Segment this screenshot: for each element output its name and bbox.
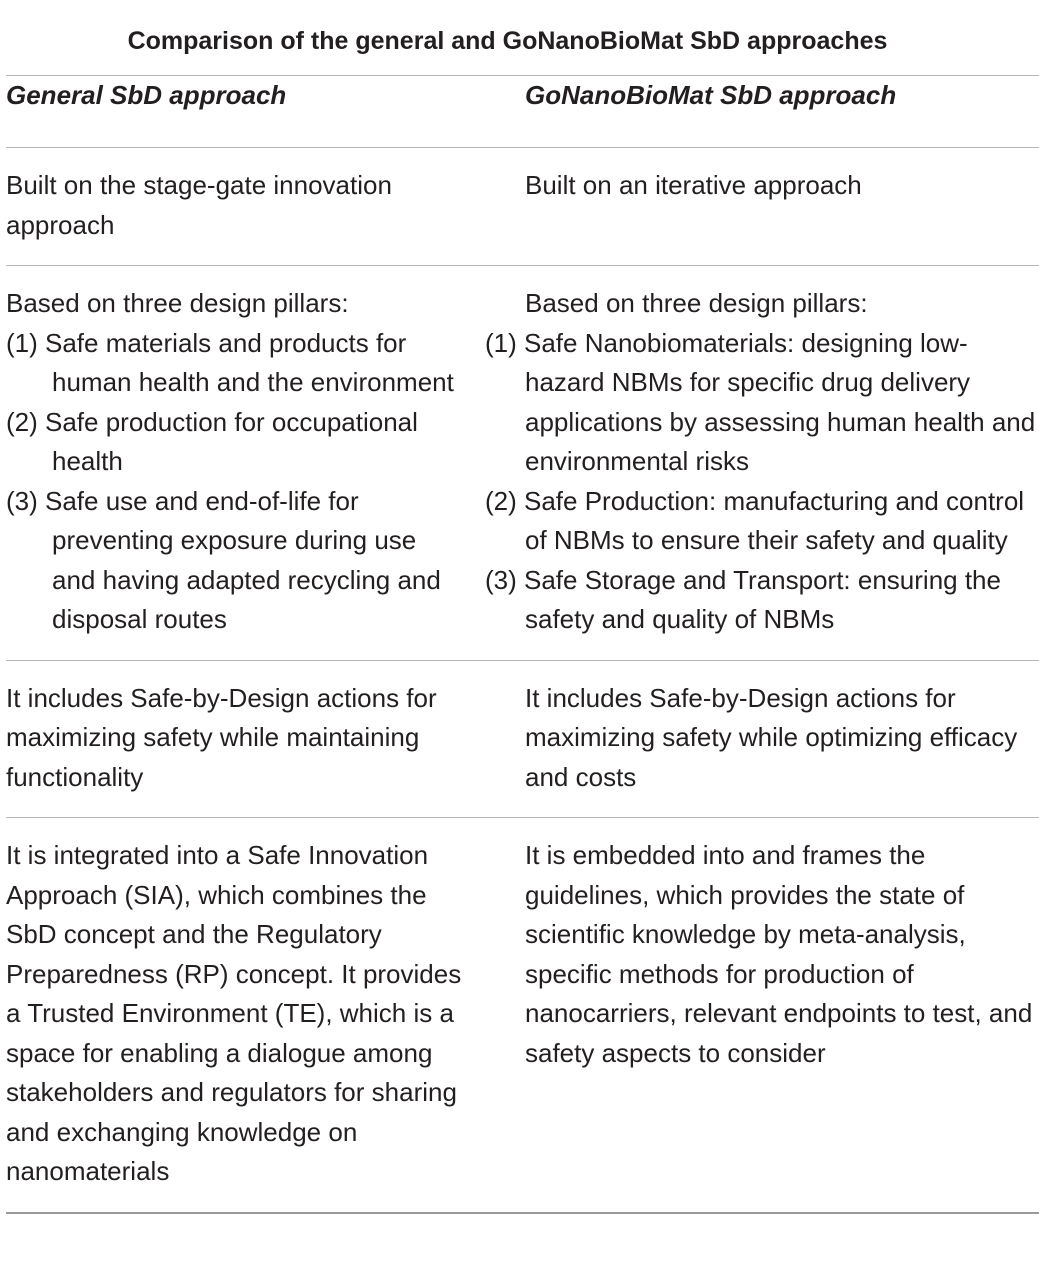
table-row bbox=[6, 266, 1039, 661]
cell-general-basis: Built on the stage-gate innovation approach bbox=[6, 170, 392, 240]
table-title: Comparison of the general and GoNanoBioMat SbD approaches bbox=[6, 0, 1039, 76]
cell-gonanobiomat-pillars bbox=[485, 266, 1039, 660]
pillar-item: (3) Safe use and end-of-life for preventing exposure during use and having adapted recycling and disposal routes bbox=[6, 485, 441, 634]
pillars-intro: Based on three design pillars: bbox=[525, 288, 868, 318]
pillar-item: (3) Safe Storage and Transport: ensuring the safety and quality of NBMs bbox=[485, 564, 1001, 634]
pillars-intro: Based on three design pillars: bbox=[6, 288, 349, 318]
cell-gonanobiomat-actions: It includes Safe-by-Design actions for maximizing safety while optimizing efficacy and costs bbox=[525, 682, 1018, 792]
pillars-list bbox=[485, 324, 1039, 640]
column-header-gonanobiomat: GoNanoBioMat SbD approach bbox=[525, 80, 897, 110]
table-row bbox=[6, 818, 1039, 1214]
pillar-item: (2) Safe production for occupational health bbox=[6, 406, 418, 476]
cell-general-pillars bbox=[6, 266, 495, 660]
comparison-table bbox=[6, 0, 1039, 1214]
table-row bbox=[6, 148, 1039, 266]
pillar-item: (1) Safe materials and products for human health and the environment bbox=[6, 327, 454, 397]
pillar-item: (2) Safe Production: manufacturing and control of NBMs to ensure their safety and quality bbox=[485, 485, 1025, 555]
pillars-list bbox=[6, 324, 465, 640]
cell-gonanobiomat-integration: It is embedded into and frames the guidelines, which provides the state of scientific knowledge by meta-analysis, specific methods for production of nanocarriers, relevant endpoints to test, and safety aspects to consider bbox=[525, 840, 1033, 1068]
pillar-item: (1) Safe Nanobiomaterials: designing low-hazard NBMs for specific drug delivery applications by assessing human health and environmental risks bbox=[485, 327, 1036, 476]
cell-gonanobiomat-basis: Built on an iterative approach bbox=[525, 170, 862, 200]
table-header-row bbox=[6, 76, 1039, 148]
cell-general-integration: It is integrated into a Safe Innovation Approach (SIA), which combines the SbD concept and the Regulatory Preparedness (RP) concept. It provides a Trusted Environment (TE), which is a space for enabling a dialogue among stakeholders and regulators for sharing and exchanging knowledge on nanomaterials bbox=[6, 840, 462, 1186]
cell-general-actions: It includes Safe-by-Design actions for maximizing safety while maintaining functionality bbox=[6, 682, 437, 792]
column-header-general: General SbD approach bbox=[6, 80, 287, 110]
table-row bbox=[6, 661, 1039, 819]
